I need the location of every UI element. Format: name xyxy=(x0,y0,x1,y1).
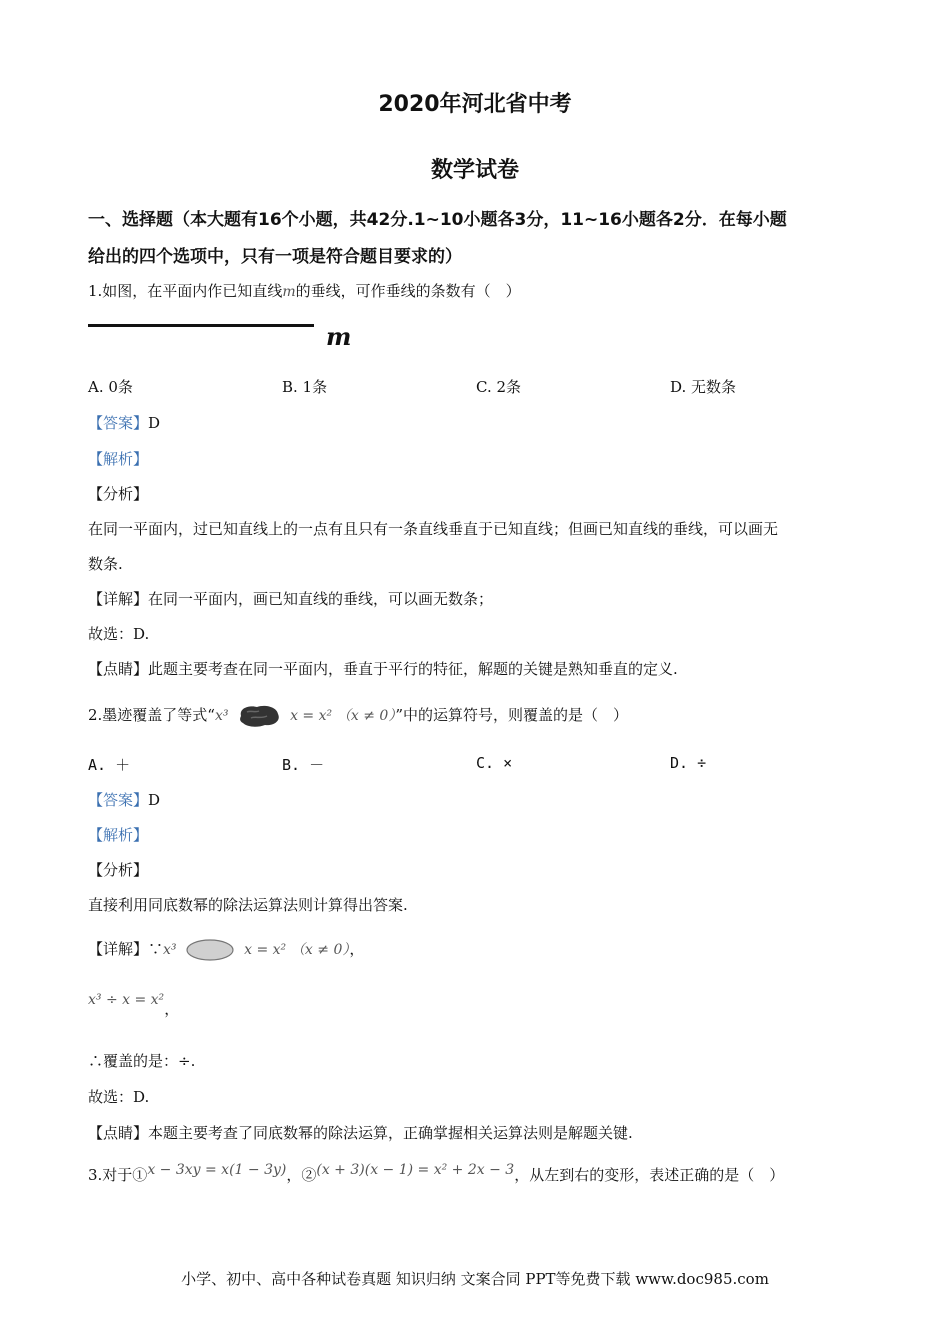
q2-option-b: B. － xyxy=(282,756,325,774)
q1-fenxi-tag: 【分析】 xyxy=(88,485,149,503)
q1-fenxi-line1: 在同一平面内，过已知直线上的一点有且只有一条直线垂直于已知直线；但画已知直线的垂线，可以画无 xyxy=(88,520,779,538)
q1-guxuan: 故选：D. xyxy=(88,625,150,643)
q2-fenxi: 直接利用同底数幂的除法运算法则计算得出答案. xyxy=(88,896,408,914)
q1-answer: 【答案】D xyxy=(88,414,161,432)
q1-xiangjie: 【详解】在同一平面内，画已知直线的垂线，可以画无数条； xyxy=(88,590,494,608)
q2-equation: x³ ÷ x = x²， xyxy=(88,992,180,1018)
q2-guxuan: 故选：D. xyxy=(88,1088,150,1106)
section-heading-cont: 给出的四个选项中，只有一项是符合题目要求的） xyxy=(88,247,462,267)
q2-dianjing: 【点睛】本题主要考查了同底数幂的除法运算，正确掌握相关运算法则是解题关键. xyxy=(88,1124,633,1142)
page-footer: 小学、初中、高中各种试卷真题 知识归纳 文案合同 PPT等免费下载 www.doc985.com xyxy=(181,1270,769,1288)
q1-jiexi-tag: 【解析】 xyxy=(88,450,149,468)
q1-fenxi-line2: 数条. xyxy=(88,555,123,573)
oval-blank-icon xyxy=(185,938,235,962)
page-title: 2020年河北省中考 xyxy=(378,92,572,117)
q1-option-a: A. 0条 xyxy=(88,378,133,396)
q1-option-c: C. 2条 xyxy=(476,378,522,396)
q2-option-c: C. × xyxy=(476,754,513,772)
q1-option-d: D. 无数条 xyxy=(670,378,737,396)
q2-option-a: A. ＋ xyxy=(88,756,131,774)
q2-option-d: D. ÷ xyxy=(670,754,707,772)
figure-label-m: m xyxy=(326,322,352,351)
q2-xiangjie: 【详解】∵x³ x = x² （x ≠ 0）， xyxy=(88,938,364,962)
ink-blot-icon xyxy=(237,704,281,728)
q2-answer: 【答案】D xyxy=(88,791,161,809)
question-2-stem: 2.墨迹覆盖了等式“x³ x = x² （x ≠ 0）”中的运算符号，则覆盖的是（ ） xyxy=(88,704,628,728)
q2-fenxi-tag: 【分析】 xyxy=(88,861,149,879)
q2-therefore: ∴覆盖的是：÷. xyxy=(88,1052,196,1070)
q1-option-b: B. 1条 xyxy=(282,378,328,396)
q1-dianjing: 【点睛】此题主要考查在同一平面内，垂直于平行的特征，解题的关键是熟知垂直的定义. xyxy=(88,660,678,678)
question-1-stem: 1.如图，在平面内作已知直线m的垂线，可作垂线的条数有（ ） xyxy=(88,282,521,300)
question-3-stem: 3.对于①x − 3xy = x(1 − 3y)，②(x + 3)(x − 1) = x² + 2x − 3，从左到右的变形，表述正确的是（ ） xyxy=(88,1162,785,1184)
page-subtitle: 数学试卷 xyxy=(430,158,519,183)
line-m-figure xyxy=(88,324,314,327)
section-heading: 一、选择题（本大题有16个小题，共42分.1~10小题各3分，11~16小题各2分．在每小题 xyxy=(88,210,787,230)
q2-jiexi-tag: 【解析】 xyxy=(88,826,149,844)
